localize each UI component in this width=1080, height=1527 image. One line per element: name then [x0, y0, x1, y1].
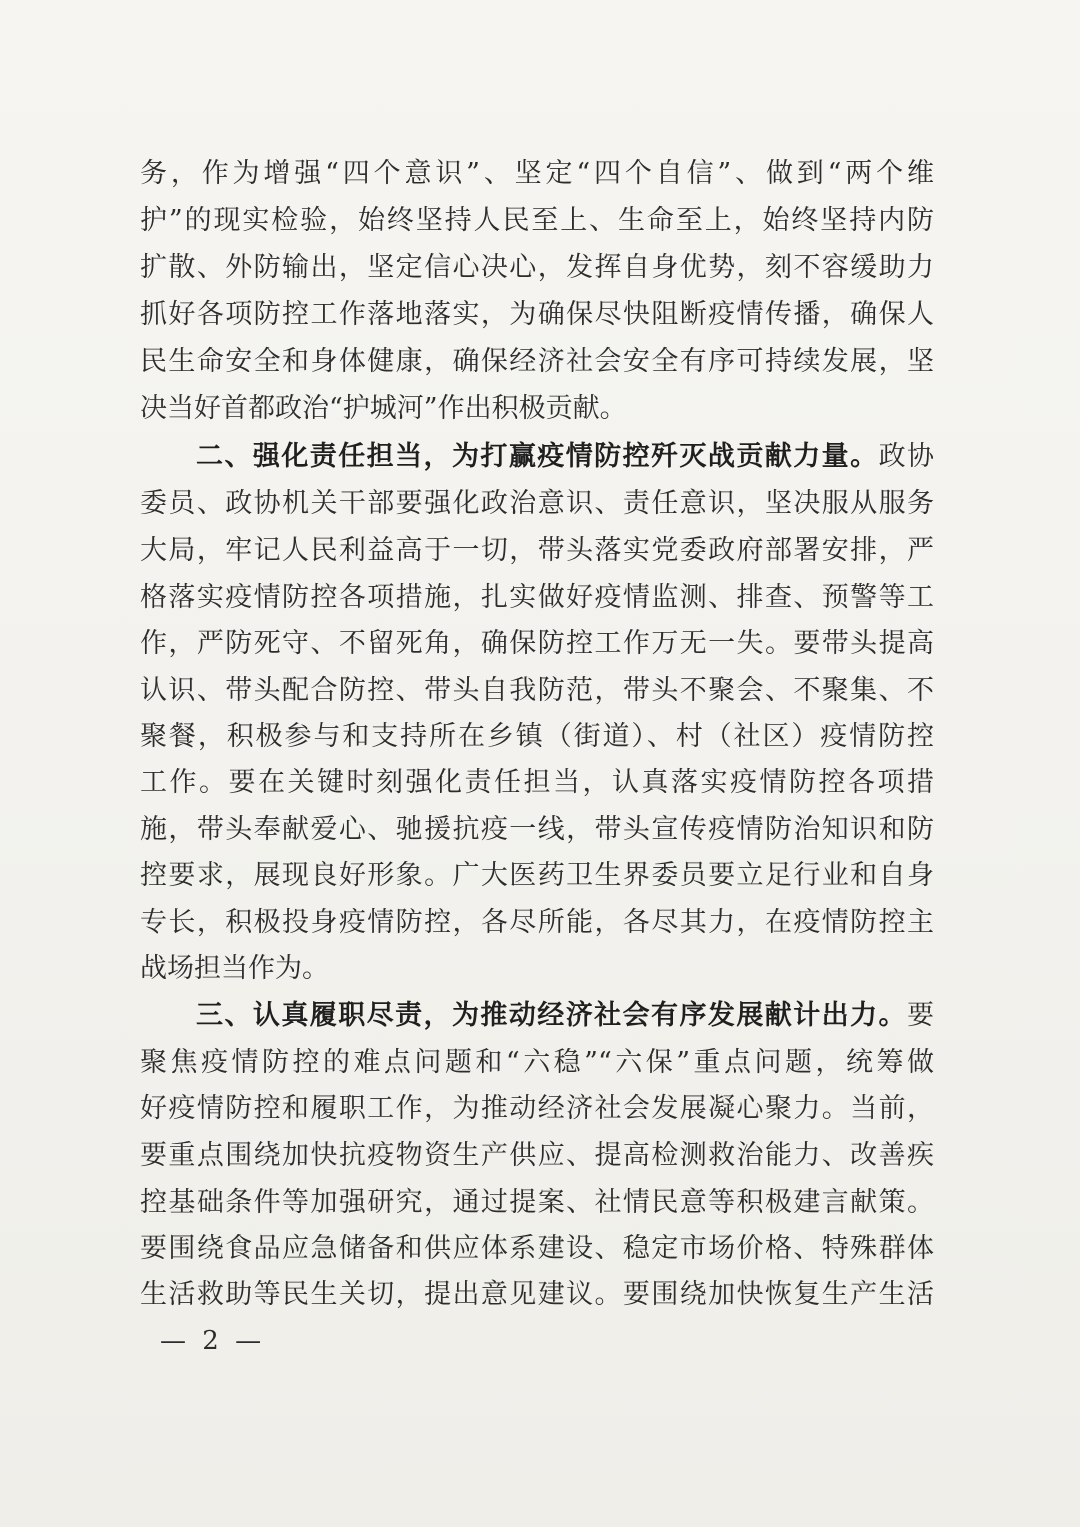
text-line: 聚餐，积极参与和支持所在乡镇（街道）、村（社区）疫情防控	[140, 721, 934, 752]
text-line: 生活救助等民生关切，提出意见建议。要围绕加快恢复生产生活	[140, 1279, 934, 1310]
text-line: 控要求，展现良好形象。广大医药卫生界委员要立足行业和自身	[140, 860, 934, 891]
text-line: 委员、政协机关干部要强化政治意识、责任意识，坚决服从服务	[140, 488, 934, 519]
text-line: 要围绕食品应急储备和供应体系建设、稳定市场价格、特殊群体	[140, 1233, 934, 1264]
text-line: 民生命安全和身体健康，确保经济社会安全有序可持续发展，坚	[140, 346, 934, 377]
text-line: 决当好首都政治“护城河”作出积极贡献。	[140, 393, 627, 424]
text-line: 施，带头奉献爱心、驰援抗疫一线，带头宣传疫情防治知识和防	[140, 814, 934, 845]
text-line: 大局，牢记人民利益高于一切，带头落实党委政府部署安排，严	[140, 535, 934, 566]
section-3-text: 要	[907, 1000, 934, 1031]
section-2-text: 政协	[878, 441, 935, 472]
text-line: 护”的现实检验，始终坚持人民至上、生命至上，始终坚持内防	[140, 205, 934, 236]
section-3-first-line	[196, 993, 934, 1039]
text-line: 工作。要在关键时刻强化责任担当，认真落实疫情防控各项措	[140, 767, 934, 798]
text-line: 作，严防死守、不留死角，确保防控工作万无一失。要带头提高	[140, 628, 934, 659]
text-line: 控基础条件等加强研究，通过提案、社情民意等积极建言献策。	[140, 1187, 934, 1218]
section-2-heading: 二、强化责任担当，为打赢疫情防控歼灭战贡献力量。	[196, 441, 879, 472]
text-line: 认识、带头配合防控、带头自我防范，带头不聚会、不聚集、不	[140, 675, 934, 706]
text-line: 格落实疫情防控各项措施，扎实做好疫情监测、排查、预警等工	[140, 582, 934, 613]
text-line: 好疫情防控和履职工作，为推动经济社会发展凝心聚力。当前，	[140, 1093, 934, 1124]
text-line: 抓好各项防控工作落地落实，为确保尽快阻断疫情传播，确保人	[140, 299, 934, 330]
text-line: 要重点围绕加快抗疫物资生产供应、提高检测救治能力、改善疾	[140, 1140, 934, 1171]
text-line: 战场担当作为。	[140, 953, 329, 984]
section-3-heading: 三、认真履职尽责，为推动经济社会有序发展献计出力。	[196, 1000, 907, 1031]
text-line: 聚焦疫情防控的难点问题和“六稳”“六保”重点问题，统筹做	[140, 1047, 934, 1078]
section-2-first-line	[196, 434, 934, 480]
text-line: 专长，积极投身疫情防控，各尽所能，各尽其力，在疫情防控主	[140, 907, 934, 938]
text-line: 扩散、外防输出，坚定信心决心，发挥自身优势，刻不容缓助力	[140, 252, 934, 283]
text-line: 务，作为增强“四个意识”、坚定“四个自信”、做到“两个维	[140, 158, 934, 189]
page-number: — 2 —	[160, 1326, 266, 1356]
